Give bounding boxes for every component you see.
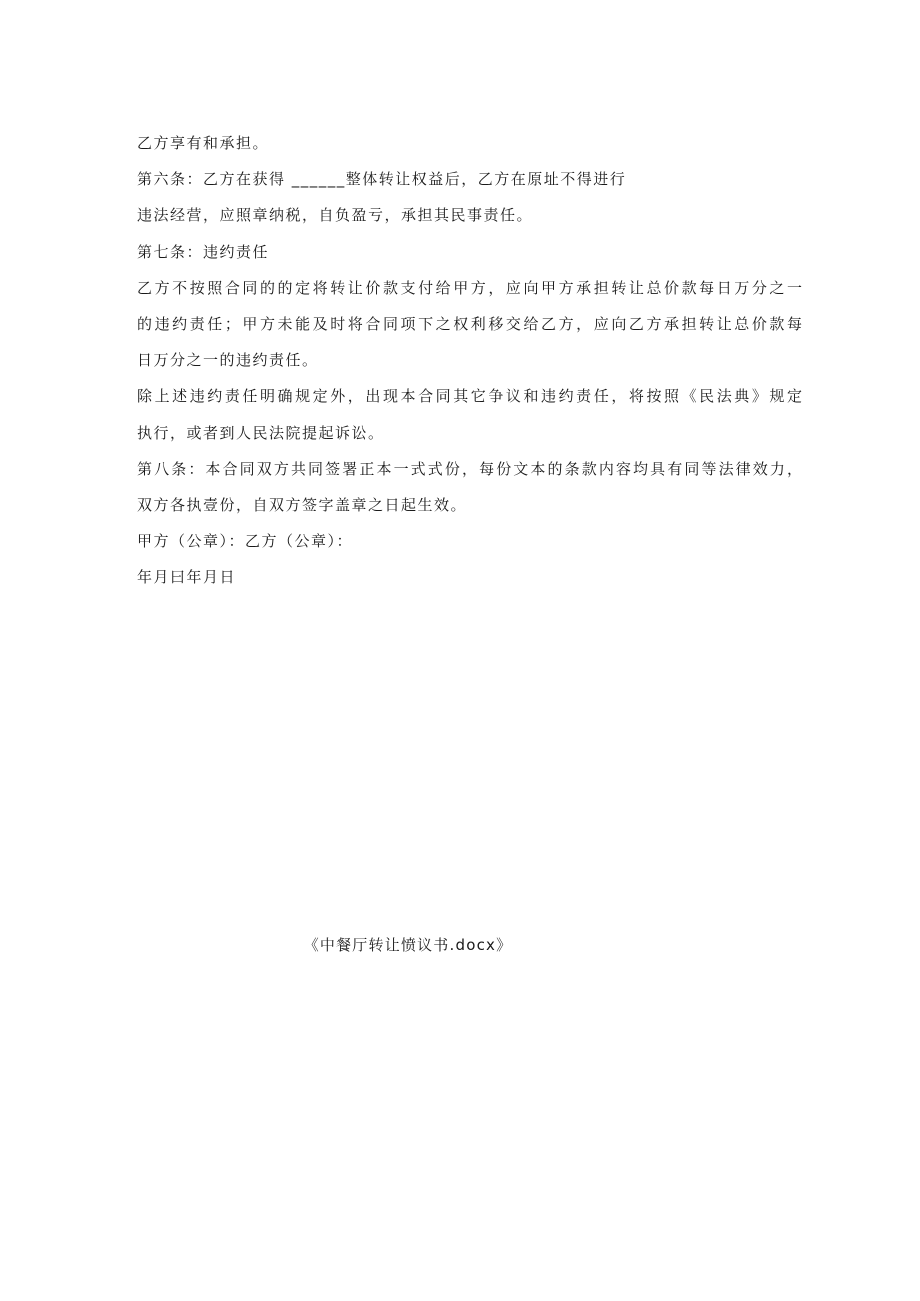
text-line-7: 日万分之一的违约责任。	[137, 351, 319, 370]
text-line-11: 双方各执壹份，自双方签字盖章之日起生效。	[137, 495, 468, 514]
text-line-4-article-7-heading: 第七条：违约责任	[137, 242, 270, 261]
text-line-2-article-6: 第六条：乙方在获得 ______整体转让权益后，乙方在原址不得进行	[137, 170, 627, 189]
text-line-10-article-8: 第八条：本合同双方共同签署正本一式式份，每份文本的条款内容均具有同等法律效力，	[137, 459, 802, 478]
text-line-6: 的违约责任；甲方未能及时将合同项下之权利移交给乙方，应向乙方承担转让总价款每	[137, 314, 802, 333]
document-body	[137, 132, 802, 602]
footer-filename: 《中餐厅转让愤议书.docx》	[303, 936, 513, 954]
signature-parties-line: 甲方（公章）：乙方（公章）：	[137, 532, 354, 551]
text-line-1: 乙方享有和承担。	[137, 134, 270, 152]
text-line-9: 执行，或者到人民法院提起诉讼。	[137, 423, 385, 442]
text-line-5: 乙方不按照合同的的定将转让价款支付给甲方，应向甲方承担转让总价款每日万分之一	[137, 278, 802, 297]
document-footer	[0, 934, 920, 956]
text-line-8: 除上述违约责任明确规定外，出现本合同其它争议和违约责任，将按照《民法典》规定	[137, 387, 802, 406]
text-line-3: 违法经营，应照章纳税，自负盈亏，承担其民事责任。	[137, 206, 534, 225]
signature-date-line: 年月曰年月日	[137, 568, 237, 587]
